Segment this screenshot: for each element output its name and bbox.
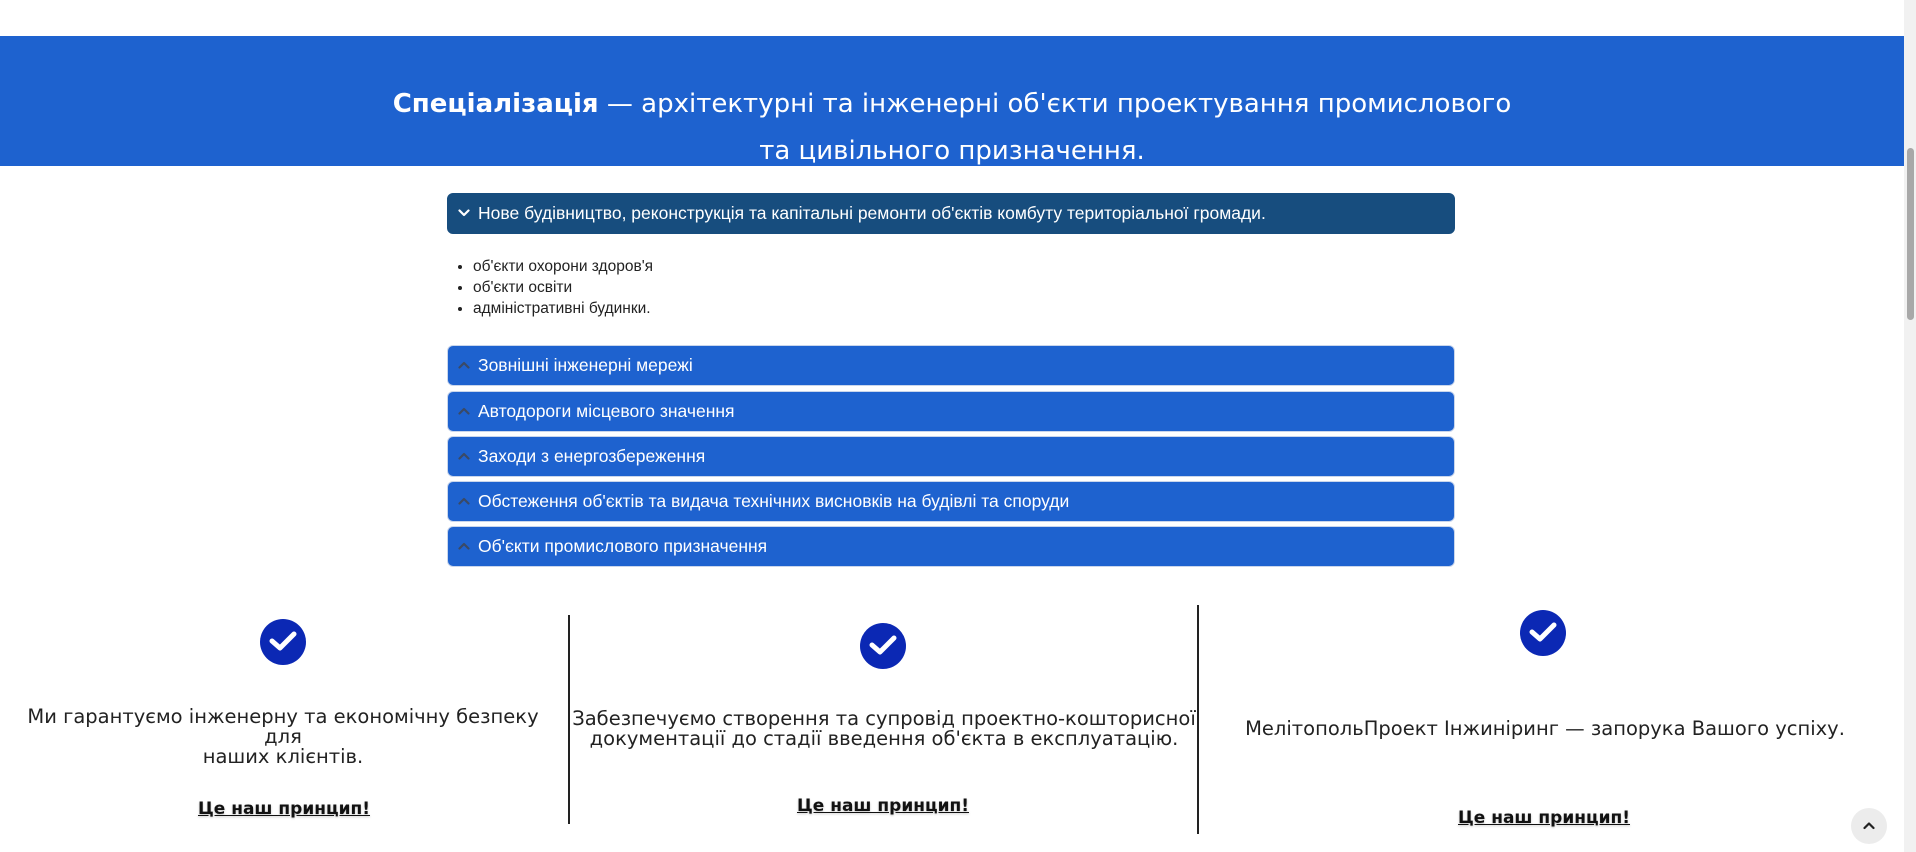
chevron-up-icon bbox=[456, 392, 472, 431]
accordion-item-open[interactable] bbox=[447, 193, 1455, 234]
accordion-item-title: Заходи з енергозбереження bbox=[478, 446, 706, 466]
principle-link[interactable]: Це наш принцип! bbox=[1458, 808, 1630, 828]
accordion-item-roads[interactable] bbox=[447, 391, 1455, 432]
back-to-top-button[interactable] bbox=[1851, 808, 1887, 844]
column-divider bbox=[1197, 605, 1199, 834]
chevron-up-icon bbox=[456, 437, 472, 476]
accordion-item-title: Нове будівництво, реконструкція та капітальні ремонти об'єктів комбуту територіальної громади. bbox=[478, 203, 1266, 223]
principle-link[interactable]: Це наш принцип! bbox=[198, 799, 370, 819]
scrollbar-thumb[interactable] bbox=[1907, 148, 1914, 320]
list-item: • об'єкти освіти bbox=[473, 277, 653, 298]
banner-rest: — архітектурні та інженерні об'єкти проектування промислового bbox=[598, 89, 1512, 119]
feature-text bbox=[1205, 719, 1885, 739]
feature-text-line-1: МелітопольПроект Інжиніринг — запорука Вашого успіху. bbox=[1245, 717, 1845, 740]
feature-text-line-2: наших клієнтів. bbox=[202, 745, 364, 768]
chevron-down-icon bbox=[456, 194, 472, 233]
list-item: • об'єкти охорони здоров'я bbox=[473, 256, 653, 277]
accordion-item-engineering-networks[interactable] bbox=[447, 345, 1455, 386]
accordion-item-inspection[interactable] bbox=[447, 481, 1455, 522]
feature-text bbox=[572, 709, 1196, 749]
chevron-up-icon bbox=[1863, 821, 1875, 830]
list-item: • адміністративні будинки. bbox=[473, 298, 653, 319]
chevron-up-icon bbox=[456, 346, 472, 385]
accordion-item-title: Автодороги місцевого значення bbox=[478, 401, 735, 421]
chevron-up-icon bbox=[456, 482, 472, 521]
accordion-item-energy-saving[interactable] bbox=[447, 436, 1455, 477]
principle-link[interactable]: Це наш принцип! bbox=[797, 796, 969, 816]
check-circle-icon bbox=[260, 619, 306, 665]
accordion-item-title: Обстеження об'єктів та видача технічних висновків на будівлі та споруди bbox=[478, 491, 1070, 511]
specialization-banner bbox=[0, 36, 1904, 166]
feature-text-line-2: документації до стадії введення об'єкта в експлуатацію. bbox=[589, 727, 1179, 750]
check-circle-icon bbox=[860, 623, 906, 669]
chevron-up-icon bbox=[456, 527, 472, 566]
page-scrollbar[interactable] bbox=[1904, 0, 1916, 852]
banner-line-2: та цивільного призначення. bbox=[759, 136, 1145, 166]
column-divider bbox=[568, 615, 570, 824]
accordion-content-list bbox=[455, 256, 653, 319]
banner-bold: Спеціалізація bbox=[392, 89, 599, 119]
feature-text-line-1: Забезпечуємо створення та супровід проектно-кошторисної bbox=[572, 707, 1196, 730]
accordion-item-title: Зовнішні інженерні мережі bbox=[478, 355, 693, 375]
accordion-item-industrial[interactable] bbox=[447, 526, 1455, 567]
banner-line-1 bbox=[0, 81, 1904, 128]
feature-text bbox=[10, 707, 556, 767]
feature-text-line-1: Ми гарантуємо інженерну та економічну безпеку для bbox=[27, 705, 539, 748]
check-circle-icon bbox=[1520, 610, 1566, 656]
accordion-item-title: Об'єкти промислового призначення bbox=[478, 536, 768, 556]
